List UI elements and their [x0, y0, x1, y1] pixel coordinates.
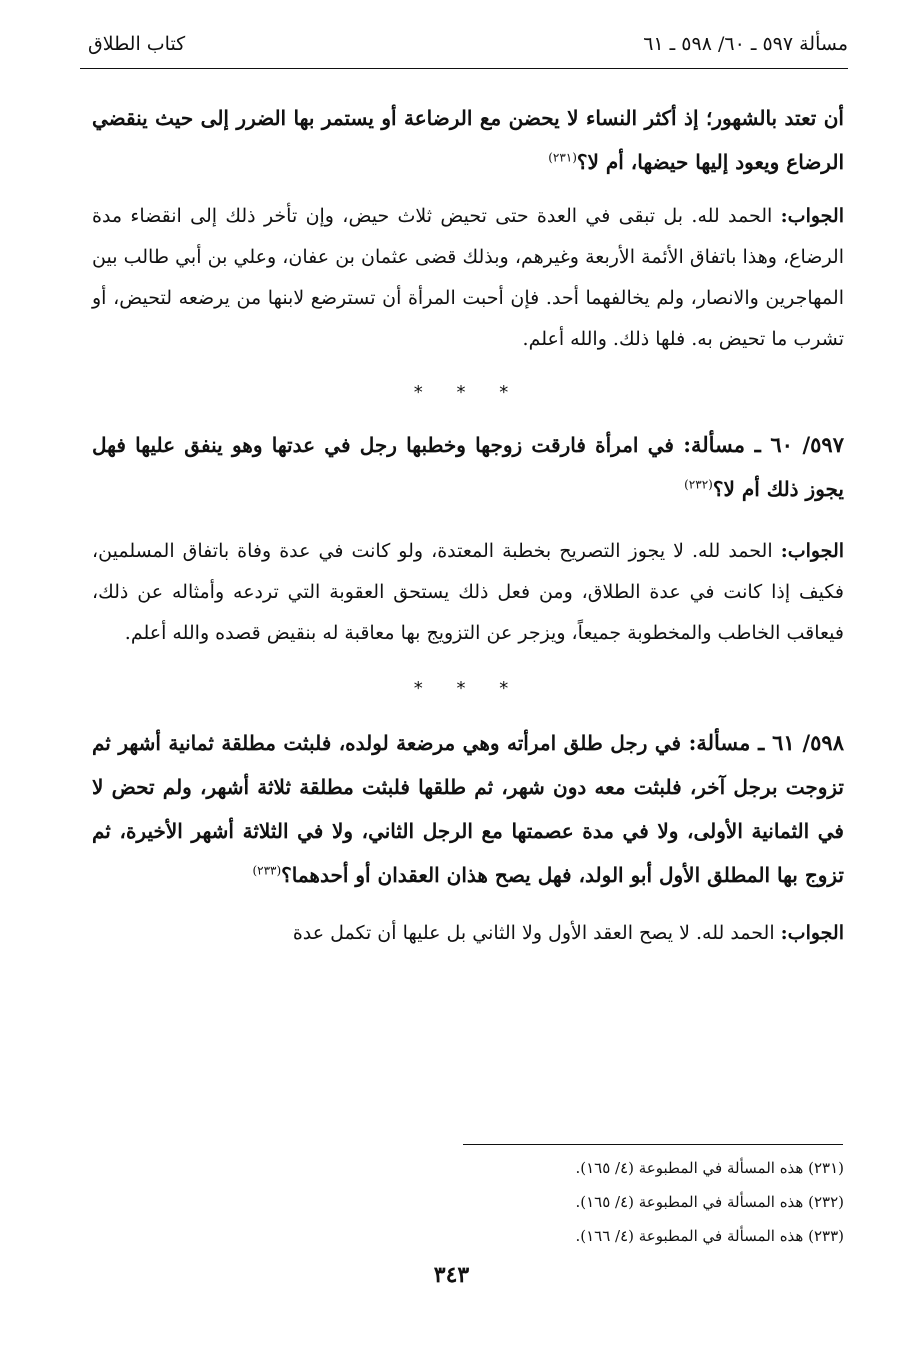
- question-paragraph: [92, 96, 844, 184]
- footnote-divider: [463, 1144, 843, 1145]
- answer-paragraph: [92, 196, 844, 360]
- header-divider: [80, 68, 848, 69]
- footnote-item: (٢٣٣) هذه المسألة في المطبوعة (٤/ ١٦٦).: [575, 1227, 844, 1245]
- footnote-item: (٢٣١) هذه المسألة في المطبوعة (٤/ ١٦٥).: [575, 1159, 844, 1177]
- footnotes: [300, 1151, 844, 1253]
- footnote-item: (٢٣٢) هذه المسألة في المطبوعة (٤/ ١٦٥).: [575, 1193, 844, 1211]
- question-paragraph: [92, 423, 844, 511]
- header-book-title: كتاب الطلاق: [88, 33, 186, 55]
- question-number: ٥٩٧/ ٦٠ ـ مسألة:: [683, 432, 844, 457]
- answer-text: الحمد لله. لا يجوز التصريح بخطبة المعتدة، ولو كانت في عدة وفاة باتفاق المسلمين، فكيف إذا كانت في عدة الطلاق، ومن فعل ذلك يستحق العقوبة التي تردعه وأمثاله عن ذلك، فيعاقب الخاطب والمخطوبة جميعاً، ويزجر عن التزويج بها معاقبة له بنقيض قصده والله أعلم.: [92, 540, 844, 644]
- question-text: في امرأة فارقت زوجها وخطبها رجل في عدتها وهو ينفق عليها فهل يجوز ذلك أم لا؟: [92, 433, 844, 501]
- answer-paragraph: [92, 531, 844, 654]
- footnote-reference: (٢٣٣): [252, 863, 282, 878]
- answer-label: الجواب:: [780, 922, 844, 944]
- answer-text: الحمد لله. لا يصح العقد الأول ولا الثاني بل عليها أن تكمل عدة: [292, 922, 775, 944]
- answer-paragraph: [92, 913, 844, 954]
- question-text: في رجل طلق امرأته وهي مرضعة لولده، فلبثت مطلقة ثمانية أشهر ثم تزوجت برجل آخر، فلبثت معه دون شهر، ثم طلقها فلبثت مطلقة ثلاثة أشهر، ولم تحض لا في الثمانية الأولى، ولا في مدة عصمتها مع الرجل الثاني، ولا في الثلاثة أشهر الأخيرة، ثم تزوج بها المطلق الأول أبو الولد، فهل يصح هذان العقدان أو أحدهما؟: [92, 731, 844, 887]
- footnote-reference: (٢٣٢): [684, 477, 713, 492]
- answer-text: الحمد لله. بل تبقى في العدة حتى تحيض ثلاث حيض، وإن تأخر ذلك إلى انقضاء مدة الرضاع، وهذا باتفاق الأئمة الأربعة وغيرهم، وبذلك قضى عثمان بن عفان، وعلي بن أبي طالب بين المهاجرين والانصار، ولم يخالفهما أحد. فإن أحبت المرأة أن تسترضع لابنها من يرضعه لتحيض، أو تشرب ما تحيض به. فلها ذلك. والله أعلم.: [92, 205, 844, 350]
- question-paragraph: [92, 721, 844, 897]
- footnote-reference: (٢٣١): [548, 150, 577, 165]
- question-text: أن تعتد بالشهور؛ إذ أكثر النساء لا يحضن مع الرضاعة أو يستمر بها الضرر إلى حيث ينقضي الرضاع ويعود إليها حيضها، أم لا؟: [92, 106, 844, 174]
- page-number: ٣٤٣: [433, 1262, 470, 1288]
- section-separator: * * *: [413, 678, 523, 699]
- page-body: [92, 96, 844, 954]
- header-question-range: مسألة ٥٩٧ ـ ٦٠/ ٥٩٨ ـ ٦١: [643, 33, 848, 55]
- question-number: ٥٩٨/ ٦١ ـ مسألة:: [688, 730, 844, 755]
- answer-label: الجواب:: [780, 205, 844, 227]
- section-separator: * * *: [413, 382, 523, 403]
- page-header: [88, 30, 848, 58]
- answer-label: الجواب:: [780, 540, 845, 562]
